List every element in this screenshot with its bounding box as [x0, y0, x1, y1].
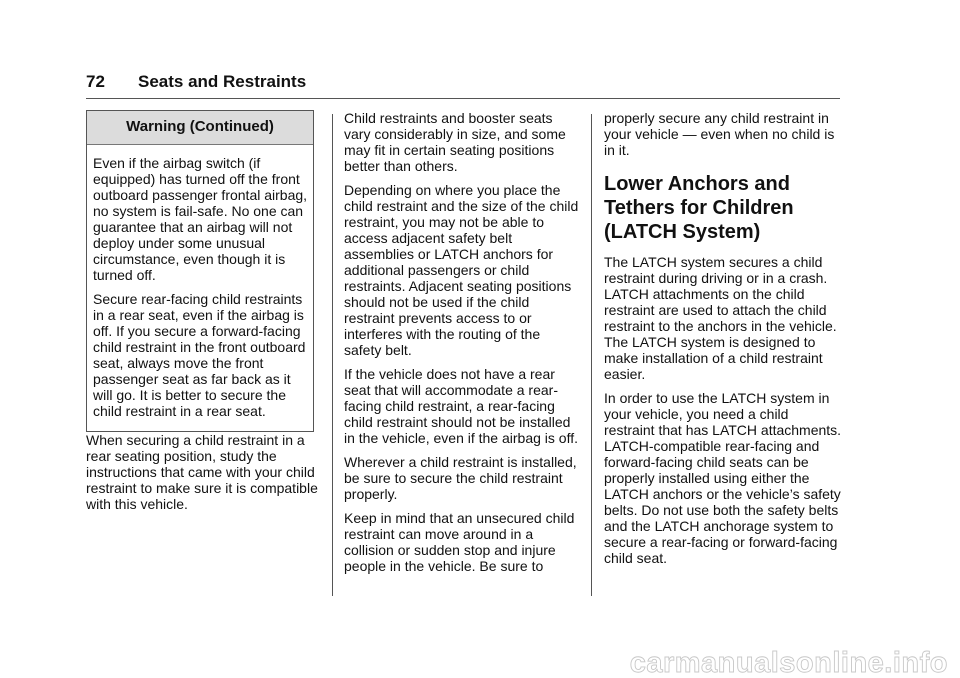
warning-paragraph: Even if the airbag switch (if equipped) has turned off the front outboard passenger frontal airbag, no system is fail-safe. No one can guarantee that an airbag will not deploy under some unusual circumstance, even though it is turned off.	[93, 155, 308, 283]
page-header	[86, 72, 306, 92]
body-paragraph: If the vehicle does not have a rear seat that will accommodate a rear-facing child restraint, a rear-facing child restraint should not be installed in the vehicle, even if the airbag is off.	[344, 366, 578, 446]
warning-paragraph: Secure rear-facing child restraints in a rear seat, even if the airbag is off. If you secure a forward-facing child restraint in the front outboard seat, always move the front passenger seat as far back as it will go. It is better to secure the child restraint in a rear seat.	[93, 291, 306, 419]
body-paragraph: The LATCH system secures a child restraint during driving or in a crash. LATCH attachments on the child restraint are used to attach the child restraint to the anchors in the vehicle. The LATCH system is designed to make installation of a child restraint easier.	[604, 254, 837, 382]
watermark: carmanualsonline.info	[629, 647, 948, 678]
body-paragraph: properly secure any child restraint in your vehicle — even when no child is in it.	[604, 110, 835, 158]
warning-box	[86, 110, 314, 432]
body-paragraph: Keep in mind that an unsecured child restraint can move around in a collision or sudden stop and injure people in the vehicle. Be sure to	[344, 510, 575, 574]
section-heading: Seats and Restraints	[138, 72, 307, 91]
warning-body	[87, 145, 313, 431]
body-paragraph: Child restraints and booster seats vary considerably in size, and some may fit in certain seating positions better than others.	[344, 110, 566, 174]
page-number: 72	[86, 72, 105, 91]
header-rule	[86, 98, 840, 99]
latch-section-title	[604, 172, 842, 244]
column-divider-1	[332, 114, 333, 596]
section-title-line: (LATCH System)	[604, 221, 761, 243]
column-2	[344, 110, 580, 582]
body-paragraph: Wherever a child restraint is installed, be sure to secure the child restraint properly.	[344, 454, 577, 502]
section-title-line: Tethers for Children	[604, 197, 794, 219]
column-1	[86, 110, 322, 520]
body-paragraph: Depending on where you place the child restraint and the size of the child restraint, you may not be able to access adjacent safety belt assemblies or LATCH anchors for additional passengers or child restraints. Adjacent seating positions should not be used if the child restraint prevents access to or interferes with the routing of the safety belt.	[344, 182, 579, 358]
column-3	[604, 110, 842, 574]
column-divider-2	[591, 114, 592, 596]
body-paragraph: In order to use the LATCH system in your vehicle, you need a child restraint that has LATCH attachments. LATCH-compatible rear-facing and forward-facing child seats can be properly installed using either the LATCH anchors or the vehicle’s safety belts. Do not use both the safety belts and the LATCH anchorage system to secure a rear-facing or forward-facing child seat.	[604, 390, 842, 566]
section-title-line: Lower Anchors and	[604, 173, 790, 195]
warning-title: Warning (Continued)	[87, 111, 313, 145]
body-paragraph: When securing a child restraint in a rear seating position, study the instructions that came with your child restraint to make sure it is compatible with this vehicle.	[86, 432, 318, 512]
